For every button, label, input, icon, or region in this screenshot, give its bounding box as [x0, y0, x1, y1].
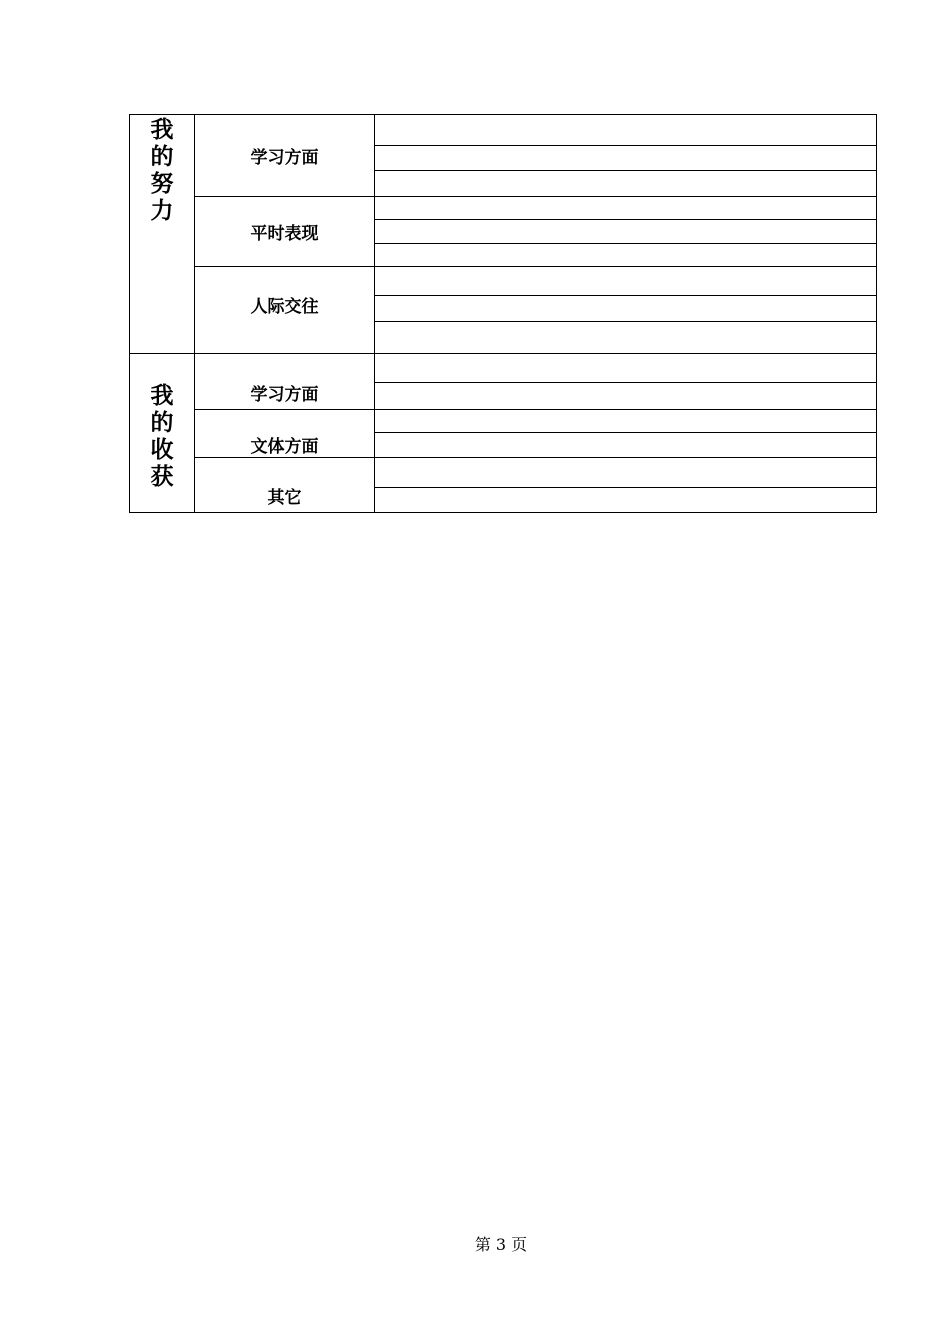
effort-study-line-1[interactable]: [375, 115, 877, 146]
effort-section-cell: [130, 115, 195, 354]
harvest-other-line-2[interactable]: [375, 488, 877, 513]
effort-study-line-2[interactable]: [375, 146, 877, 171]
effort-daily-line-1[interactable]: [375, 197, 877, 220]
effort-daily-line-2[interactable]: [375, 220, 877, 244]
harvest-sports-line-2[interactable]: [375, 433, 877, 458]
summary-table: [129, 114, 877, 513]
harvest-sports-line-1[interactable]: [375, 410, 877, 433]
effort-social-line-1[interactable]: [375, 267, 877, 296]
effort-daily-label: 平时表现: [195, 197, 375, 267]
harvest-section-title: 我的收获: [150, 383, 174, 490]
harvest-study-line-2[interactable]: [375, 383, 877, 410]
effort-daily-line-3[interactable]: [375, 244, 877, 267]
page-number: 第 3 页: [474, 1235, 528, 1254]
effort-section-title: 我的努力: [150, 117, 174, 224]
harvest-other-line-1[interactable]: [375, 458, 877, 488]
harvest-sports-label: 文体方面: [195, 410, 375, 458]
effort-study-label: 学习方面: [195, 115, 375, 197]
effort-social-label: 人际交往: [195, 267, 375, 354]
effort-social-line-2[interactable]: [375, 296, 877, 322]
effort-social-line-3[interactable]: [375, 322, 877, 354]
harvest-study-line-1[interactable]: [375, 354, 877, 383]
harvest-study-label: 学习方面: [195, 354, 375, 410]
effort-study-line-3[interactable]: [375, 171, 877, 197]
harvest-other-label: 其它: [195, 458, 375, 513]
harvest-section-cell: [130, 354, 195, 513]
